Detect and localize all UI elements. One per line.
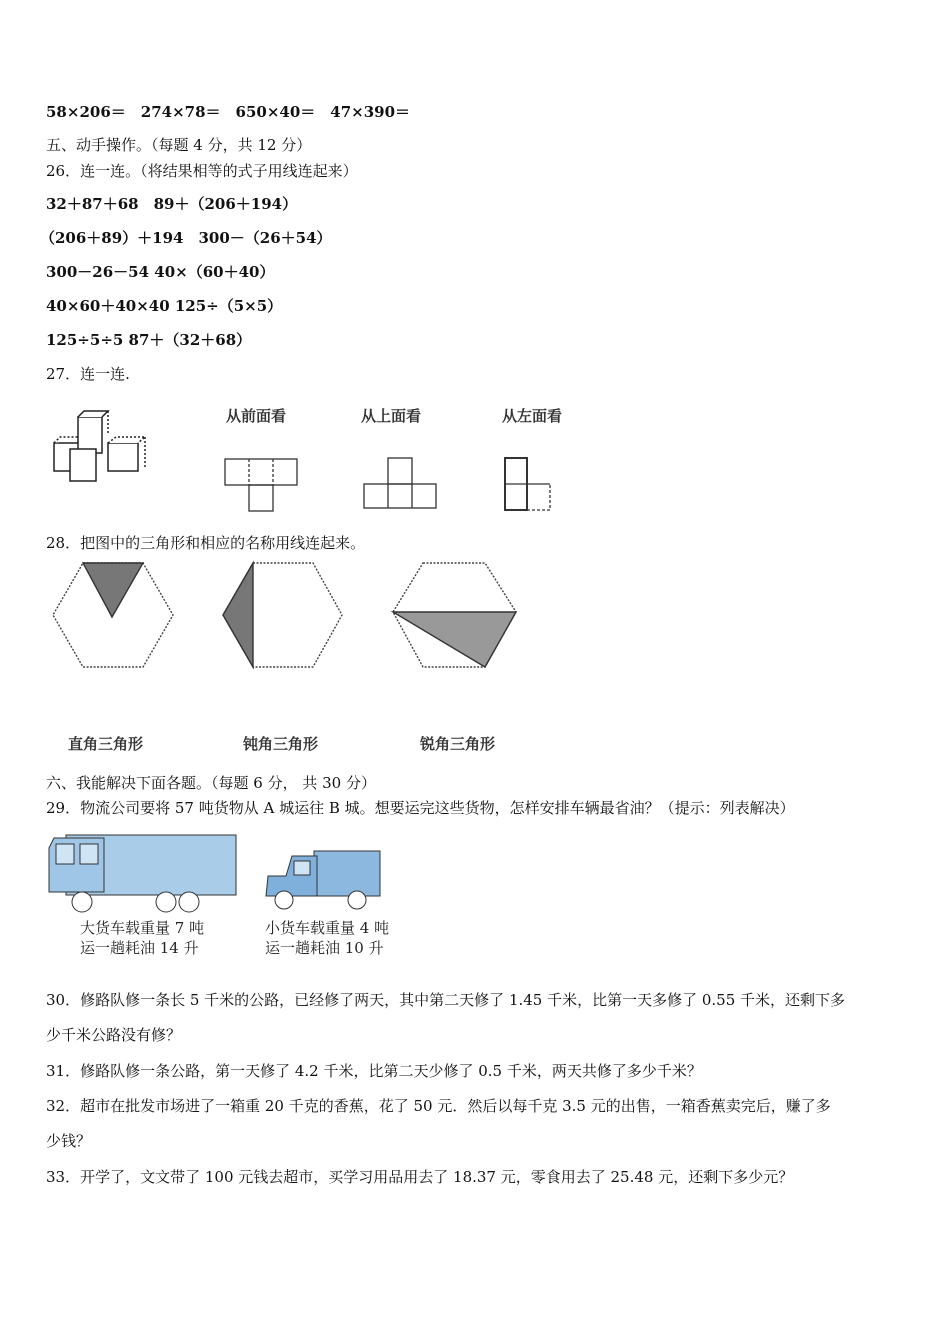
q30-line: 30．修路队修一条长 5 千米的公路，已经修了两天，其中第二天修了 1.45 千米，比第一天多修了 0.55 千米，还剩下多: [46, 991, 846, 1009]
view-label-front: 从前面看: [226, 407, 287, 425]
name-acute-triangle: 锐角三角形: [420, 735, 496, 753]
big-truck-fuel: 运一趟耗油 14 升: [80, 939, 199, 957]
q33: 33．开学了，文文带了 100 元钱去超市，买学习用品用去了 18.37 元，零食用去了 25.48 元，还剩下多少元？: [46, 1168, 794, 1186]
q26-title: 26．连一连。（将结果相等的式子用线连起来）: [46, 162, 358, 180]
cube-stack-figure: [50, 405, 150, 485]
q31: 31．修路队修一条公路，第一天修了 4.2 千米，比第二天少修了 0.5 千米，两天共修了多少千米？: [46, 1062, 702, 1080]
hexagons-figure: [48, 560, 528, 675]
q28-title: 28．把图中的三角形和相应的名称用线连起来。: [46, 534, 366, 552]
big-truck-image: [44, 830, 244, 915]
q27-title: 27．连一连.: [46, 365, 130, 383]
calc-line: 58×206＝ 274×78＝ 650×40＝ 47×390＝: [46, 103, 411, 121]
q32-line: 少钱？: [46, 1132, 92, 1150]
q26-row: 32＋87＋68 89＋（206＋194）: [46, 195, 298, 213]
q26-row: 40×60＋40×40 125÷（5×5）: [46, 297, 283, 315]
top-view-figure: [360, 455, 450, 515]
small-truck-image: [262, 848, 387, 918]
section-5-heading: 五、动手操作。（每题 4 分，共 12 分）: [46, 136, 312, 154]
left-view-figure: [500, 455, 560, 515]
q32-line: 32．超市在批发市场进了一箱重 20 千克的香蕉，花了 50 元．然后以每千克 3.5 元的出售，一箱香蕉卖完后，赚了多: [46, 1097, 831, 1115]
big-truck-capacity: 大货车载重量 7 吨: [80, 919, 205, 937]
q26-row: 300－26－54 40×（60＋40）: [46, 263, 275, 281]
q26-row: 125÷5÷5 87＋（32＋68）: [46, 331, 252, 349]
front-view-figure: [220, 455, 310, 515]
view-label-left: 从左面看: [502, 407, 563, 425]
q30-line: 少千米公路没有修？: [46, 1026, 182, 1044]
small-truck-fuel: 运一趟耗油 10 升: [265, 939, 384, 957]
q26-row: （206＋89）＋194 300－（26＋54）: [40, 229, 332, 247]
name-obtuse-triangle: 钝角三角形: [243, 735, 319, 753]
section-6-heading: 六、我能解决下面各题。（每题 6 分， 共 30 分）: [46, 774, 376, 792]
view-label-top: 从上面看: [361, 407, 422, 425]
name-right-triangle: 直角三角形: [68, 735, 144, 753]
q29-title: 29．物流公司要将 57 吨货物从 A 城运往 B 城。想要运完这些货物，怎样安排车辆最省油？（提示：列表解决）: [46, 799, 795, 817]
small-truck-capacity: 小货车载重量 4 吨: [265, 919, 390, 937]
